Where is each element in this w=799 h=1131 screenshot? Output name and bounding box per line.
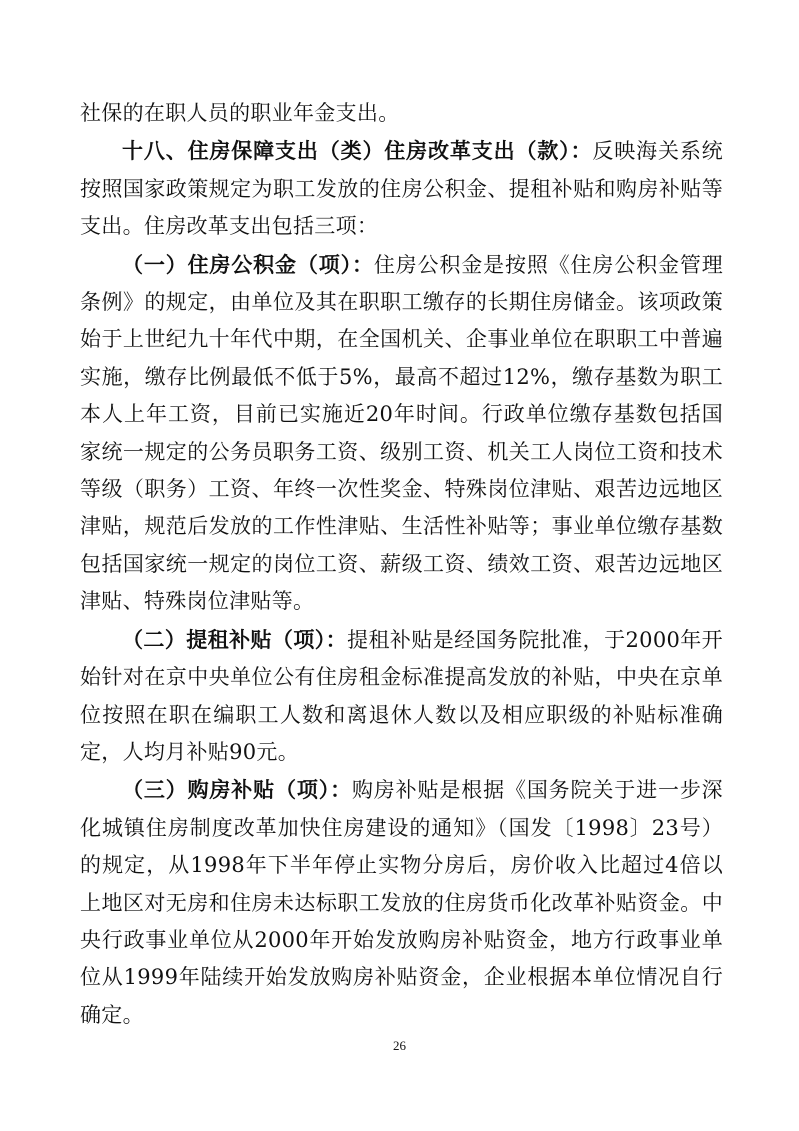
paragraph-1	[80, 95, 723, 132]
paragraph-4	[80, 621, 723, 772]
housing-fund-body: 住房公积金是按照《住房公积金管理条例》的规定，由单位及其在职职工缴存的长期住房储金。该项政策始于上世纪九十年代中期，在全国机关、企事业单位在职职工中普遍实施，缴存比例最低不低于5%，最高不超过12%，缴存基数为职工本人上年工资，目前已实施近20年时间。行政单位缴存基数包括国家统一规定的公务员职务工资、级别工资、机关工人岗位工资和技术等级（职务）工资、年终一次性奖金、特殊岗位津贴、艰苦边远地区津贴，规范后发放的工作性津贴、生活性补贴等；事业单位缴存基数包括国家统一规定的岗位工资、薪级工资、绩效工资、艰苦边远地区津贴、特殊岗位津贴等。	[80, 252, 723, 614]
section-18-heading: 十八、住房保障支出（类）住房改革支出（款）：	[122, 138, 593, 164]
paragraph-3	[80, 246, 723, 621]
paragraph-5	[80, 771, 723, 1034]
purchase-subsidy-heading: （三）购房补贴（项）：	[122, 777, 352, 803]
body-text	[80, 95, 723, 1034]
rent-subsidy-heading: （二）提租补贴（项）：	[122, 626, 348, 652]
housing-fund-heading: （一）住房公积金（项）：	[122, 251, 374, 277]
rent-subsidy-body: 提租补贴是经国务院批准，于2000年开始针对在京中央单位公有住房租金标准提高发放的补贴，中央在京单位按照在职在编职工人数和离退休人数以及相应职级的补贴标准确定，人均月补贴90元。	[80, 627, 723, 764]
paragraph-2	[80, 132, 723, 245]
section-18-body: 反映海关系统按照国家政策规定为职工发放的住房公积金、提租补贴和购房补贴等支出。住房改革支出包括三项：	[80, 139, 723, 239]
purchase-subsidy-body: 购房补贴是根据《国务院关于进一步深化城镇住房制度改革加快住房建设的通知》（国发〔1998〕23号）的规定，从1998年下半年停止实物分房后，房价收入比超过4倍以上地区对无房和住房未达标职工发放的住房货币化改革补贴资金。中央行政事业单位从2000年开始发放购房补贴资金，地方行政事业单位从1999年陆续开始发放购房补贴资金，企业根据本单位情况自行确定。	[80, 778, 723, 1027]
paragraph-1-text: 社保的在职人员的职业年金支出。	[80, 101, 400, 125]
page-number: 26	[393, 1038, 406, 1053]
